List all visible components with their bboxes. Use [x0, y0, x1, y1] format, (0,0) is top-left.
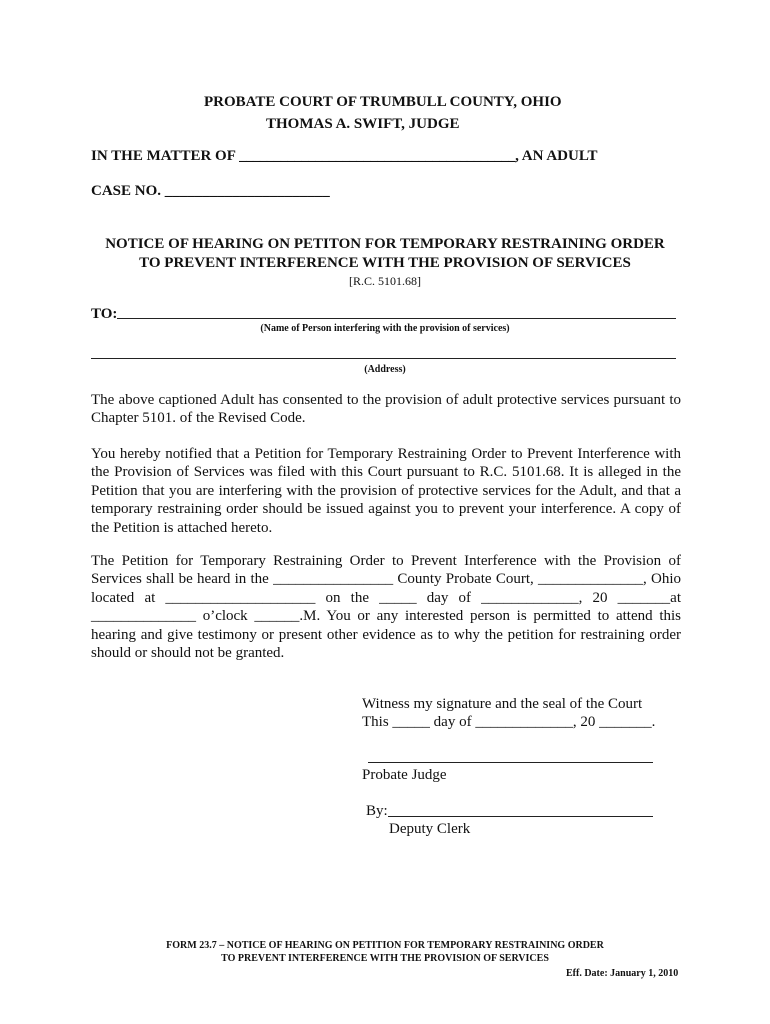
paragraph-line: the Provision of Services was filed with this Court pursuant to R.C. 5101.68. It is alleged in the: [91, 464, 681, 481]
case-number: CASE NO. ______________________: [91, 183, 330, 199]
matter-blank: ________________________________________: [239, 148, 516, 164]
judge-signature-line: [368, 762, 653, 763]
probate-judge-title: Probate Judge: [362, 767, 447, 783]
recipient-address-caption: (Address): [364, 364, 406, 375]
to-label: TO:: [91, 306, 118, 322]
notice-title-line-2: TO PREVENT INTERFERENCE WITH THE PROVISION OF SERVICES: [139, 255, 631, 271]
matter-suffix: , AN ADULT: [515, 148, 598, 164]
matter-prefix: IN THE MATTER OF: [91, 148, 240, 164]
paragraph-line: ______________ o’clock ______.M. You or any interested person is permitted to attend this: [91, 608, 681, 625]
paragraph-line: hearing and give testimony or present other evidence as to why the petition for restraining order: [91, 626, 681, 643]
clerk-signature-line: [388, 816, 653, 817]
paragraph-line: Petition that you are interfering with the provision of protective services for the Adult, and that a: [91, 482, 681, 499]
recipient-address-line: [91, 358, 676, 359]
paragraph-line: temporary restraining order should be issued against you to prevent your interference. A copy of: [91, 501, 681, 518]
recipient-name-line: [117, 318, 676, 319]
paragraph-line: the Petition is attached hereto.: [91, 519, 273, 536]
effective-date: Eff. Date: January 1, 2010: [566, 968, 679, 979]
notice-title-line-1: NOTICE OF HEARING ON PETITON FOR TEMPORARY RESTRAINING ORDER: [105, 236, 665, 252]
paragraph-consent: [91, 391, 681, 428]
form-footer-line-1: FORM 23.7 – NOTICE OF HEARING ON PETITION FOR TEMPORARY RESTRAINING ORDER: [166, 940, 604, 951]
paragraph-line: The Petition for Temporary Restraining Order to Prevent Interference with the Provision of: [91, 553, 681, 569]
judge-name: THOMAS A. SWIFT, JUDGE: [266, 116, 460, 132]
court-name: PROBATE COURT OF TRUMBULL COUNTY, OHIO: [204, 94, 562, 110]
paragraph-line: Services shall be heard in the ________________ County Probate Court, ______________, Ohio: [91, 571, 681, 588]
paragraph-petition-filed: [91, 445, 681, 537]
paragraph-line: Chapter 5101. of the Revised Code.: [91, 410, 306, 427]
paragraph-hearing-details: [91, 552, 681, 662]
paragraph-line: You hereby notified that a Petition for Temporary Restraining Order to Prevent Interference with: [91, 446, 681, 462]
form-footer-line-2: TO PREVENT INTERFERENCE WITH THE PROVISION OF SERVICES: [221, 953, 549, 964]
paragraph-line: located at ____________________ on the _____ day of _____________, 20 _______at: [91, 589, 681, 606]
recipient-name-caption: (Name of Person interfering with the provision of services): [260, 323, 510, 334]
witness-statement: Witness my signature and the seal of the Court: [362, 696, 643, 712]
matter-line: [91, 148, 597, 165]
deputy-clerk-title: Deputy Clerk: [389, 821, 471, 837]
statute-citation: [R.C. 5101.68]: [349, 274, 421, 288]
paragraph-line: should or should not be granted.: [91, 645, 285, 662]
witness-date-line: This _____ day of _____________, 20 _______.: [362, 714, 656, 730]
paragraph-line: The above captioned Adult has consented to the provision of adult protective services pursuant to: [91, 392, 681, 408]
by-label: By:: [366, 803, 388, 819]
